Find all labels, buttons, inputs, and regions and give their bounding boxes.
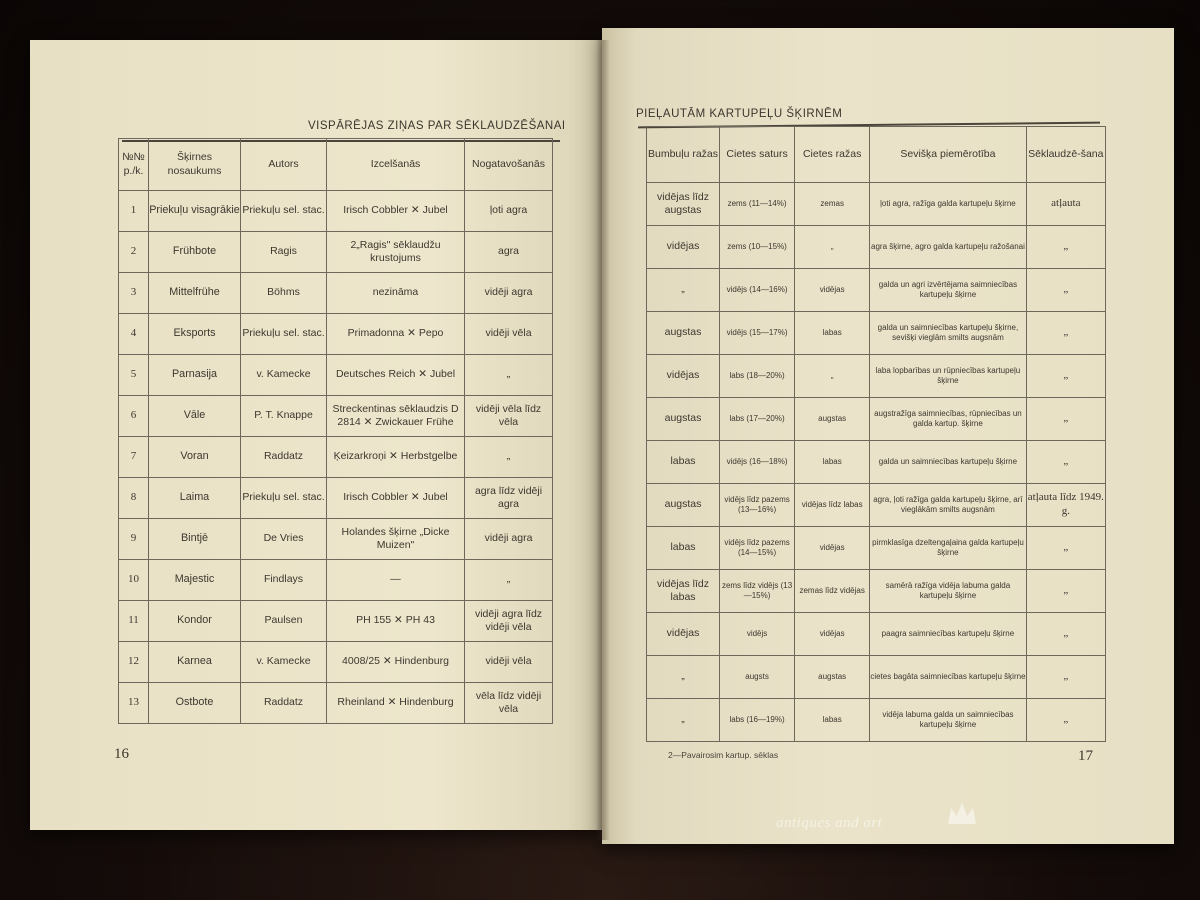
table-row [119, 601, 553, 642]
variety-name: Vāle [149, 396, 241, 437]
tuber-yield: „ [647, 656, 720, 699]
row-number: 6 [119, 396, 149, 437]
origin: PH 155 ✕ PH 43 [327, 601, 465, 642]
maturity: „ [465, 437, 553, 478]
table-row [647, 183, 1106, 226]
origin: Primadonna ✕ Pepo [327, 314, 465, 355]
author: v. Kamecke [241, 642, 327, 683]
table-row [647, 398, 1106, 441]
origin: Irisch Cobbler ✕ Jubel [327, 191, 465, 232]
maturity: agra līdz vidēji agra [465, 478, 553, 519]
table-row [119, 683, 553, 724]
seed-growing: „ [1026, 656, 1105, 699]
tuber-yield: vidējas [647, 613, 720, 656]
suitability: paagra saimniecības kartupeļu šķirne [870, 613, 1026, 656]
col-tuber-yield-header: Bumbuļu ražas [647, 127, 720, 183]
starch-yield: „ [795, 226, 870, 269]
col-origin-header: Izcelšanās [327, 139, 465, 191]
author: De Vries [241, 519, 327, 560]
col-suitability-header: Sevišķa piemērotība [870, 127, 1026, 183]
col-starch-content-header: Cietes saturs [720, 127, 795, 183]
table-row [119, 560, 553, 601]
seed-growing: atļauta [1026, 183, 1105, 226]
starch-yield: labas [795, 312, 870, 355]
maturity: agra [465, 232, 553, 273]
author: Raddatz [241, 683, 327, 724]
starch-yield: vidējas [795, 527, 870, 570]
variety-name: Ostbote [149, 683, 241, 724]
left-running-head: VISPĀRĒJAS ZIŅAS PAR SĒKLAUDZĒŠANAI [308, 120, 566, 132]
starch-content: vidējs līdz pazems (13—16%) [720, 484, 795, 527]
table-row [119, 642, 553, 683]
table-row [647, 570, 1106, 613]
starch-content: vidējs (16—18%) [720, 441, 795, 484]
table-row [119, 478, 553, 519]
suitability: galda un agri izvērtējama saimniecības kartupeļu šķirne [870, 269, 1026, 312]
author: Priekuļu sel. stac. [241, 191, 327, 232]
variety-name: Frühbote [149, 232, 241, 273]
starch-content: labs (18—20%) [720, 355, 795, 398]
starch-content: vidējs [720, 613, 795, 656]
suitability-table [646, 126, 1106, 742]
tuber-yield: vidējas līdz labas [647, 570, 720, 613]
starch-content: labs (17—20%) [720, 398, 795, 441]
suitability: laba lopbarības un rūpniecības kartupeļu šķirne [870, 355, 1026, 398]
table-row [647, 613, 1106, 656]
origin: 4008/25 ✕ Hindenburg [327, 642, 465, 683]
maturity: „ [465, 355, 553, 396]
tuber-yield: „ [647, 699, 720, 742]
suitability-table-header [647, 127, 1106, 183]
tuber-yield: augstas [647, 484, 720, 527]
row-number: 11 [119, 601, 149, 642]
signature-footnote: 2—Pavairosim kartup. sēklas [668, 750, 779, 760]
table-row [119, 519, 553, 560]
author: Raddatz [241, 437, 327, 478]
origin: Rheinland ✕ Hindenburg [327, 683, 465, 724]
variety-name: Priekuļu visagrākie [149, 191, 241, 232]
left-page [30, 40, 602, 830]
seed-growing: „ [1026, 312, 1105, 355]
origin: Streckentinas sēklaudzis D 2814 ✕ Zwickauer Frühe [327, 396, 465, 437]
table-row [647, 226, 1106, 269]
col-starch-yield-header: Cietes ražas [795, 127, 870, 183]
starch-yield: labas [795, 699, 870, 742]
variety-table-header [119, 139, 553, 191]
maturity: vidēji vēla līdz vēla [465, 396, 553, 437]
tuber-yield: augstas [647, 398, 720, 441]
suitability: agra, ļoti ražīga galda kartupeļu šķirne, arī vieglākām smilts augsnām [870, 484, 1026, 527]
author: Ragis [241, 232, 327, 273]
right-page-number: 17 [1078, 748, 1093, 764]
col-maturity-header: Nogatavošanās [465, 139, 553, 191]
suitability: ļoti agra, ražīga galda kartupeļu šķirne [870, 183, 1026, 226]
suitability: pirmklasīga dzeltengaļaina galda kartupeļu šķirne [870, 527, 1026, 570]
row-number: 13 [119, 683, 149, 724]
variety-name: Karnea [149, 642, 241, 683]
table-row [119, 437, 553, 478]
table-row [119, 191, 553, 232]
row-number: 7 [119, 437, 149, 478]
starch-content: zems līdz vidējs (13—15%) [720, 570, 795, 613]
row-number: 1 [119, 191, 149, 232]
maturity: vidēji vēla [465, 314, 553, 355]
variety-name: Majestic [149, 560, 241, 601]
seed-growing: „ [1026, 226, 1105, 269]
row-number: 3 [119, 273, 149, 314]
variety-name: Bintjē [149, 519, 241, 560]
seed-growing: „ [1026, 527, 1105, 570]
suitability: agra šķirne, agro galda kartupeļu ražošanai [870, 226, 1026, 269]
starch-yield: labas [795, 441, 870, 484]
starch-content: augsts [720, 656, 795, 699]
col-number-header: №№ p./k. [119, 139, 149, 191]
seed-growing: „ [1026, 570, 1105, 613]
tuber-yield: „ [647, 269, 720, 312]
starch-content: vidējs (15—17%) [720, 312, 795, 355]
maturity: vidēji agra [465, 519, 553, 560]
seed-growing: „ [1026, 613, 1105, 656]
author: v. Kamecke [241, 355, 327, 396]
table-row [647, 312, 1106, 355]
origin: Deutsches Reich ✕ Jubel [327, 355, 465, 396]
seed-growing: „ [1026, 398, 1105, 441]
author: Priekuļu sel. stac. [241, 478, 327, 519]
variety-name: Parnasija [149, 355, 241, 396]
row-number: 4 [119, 314, 149, 355]
starch-content: vidējs līdz pazems (14—15%) [720, 527, 795, 570]
table-row [647, 699, 1106, 742]
seed-growing: „ [1026, 441, 1105, 484]
table-row [119, 273, 553, 314]
seed-growing: „ [1026, 699, 1105, 742]
table-row [647, 355, 1106, 398]
suitability: samērā ražīga vidēja labuma galda kartupeļu šķirne [870, 570, 1026, 613]
starch-yield: augstas [795, 398, 870, 441]
seed-growing: „ [1026, 269, 1105, 312]
tuber-yield: vidējas [647, 355, 720, 398]
starch-yield: vidējas [795, 613, 870, 656]
left-page-number: 16 [114, 746, 129, 762]
right-running-head: PIEĻAUTĀM KARTUPEĻU ŠĶIRNĒM [636, 108, 843, 120]
table-row [647, 269, 1106, 312]
maturity: „ [465, 560, 553, 601]
suitability: vidēja labuma galda un saimniecības kartupeļu šķirne [870, 699, 1026, 742]
origin: nezināma [327, 273, 465, 314]
row-number: 10 [119, 560, 149, 601]
origin: Ķeizarkroņi ✕ Herbstgelbe [327, 437, 465, 478]
seed-growing: „ [1026, 355, 1105, 398]
author: Böhms [241, 273, 327, 314]
suitability: galda un saimniecības kartupeļu šķirne, sevišķi vieglām smilts augsnām [870, 312, 1026, 355]
table-row [119, 396, 553, 437]
variety-name: Kondor [149, 601, 241, 642]
starch-yield: vidējas līdz labas [795, 484, 870, 527]
table-row [119, 232, 553, 273]
maturity: vidēji agra līdz vidēji vēla [465, 601, 553, 642]
col-seed-growing-header: Sēklaudzē-šana [1026, 127, 1105, 183]
seed-growing: atļauta līdz 1949. g. [1026, 484, 1105, 527]
maturity: vēla līdz vidēji vēla [465, 683, 553, 724]
col-variety-header: Šķirnes nosaukums [149, 139, 241, 191]
starch-yield: augstas [795, 656, 870, 699]
book-gutter [596, 40, 610, 840]
suitability: augstražīga saimniecības, rūpniecības un galda kartup. šķirne [870, 398, 1026, 441]
tuber-yield: vidējas [647, 226, 720, 269]
variety-name: Voran [149, 437, 241, 478]
row-number: 9 [119, 519, 149, 560]
table-row [119, 355, 553, 396]
row-number: 5 [119, 355, 149, 396]
starch-yield: vidējas [795, 269, 870, 312]
crown-icon [945, 798, 979, 832]
row-number: 2 [119, 232, 149, 273]
tuber-yield: vidējas līdz augstas [647, 183, 720, 226]
tuber-yield: labas [647, 441, 720, 484]
right-page [602, 28, 1174, 844]
col-author-header: Autors [241, 139, 327, 191]
author: P. T. Knappe [241, 396, 327, 437]
variety-name: Eksports [149, 314, 241, 355]
starch-content: zems (10—15%) [720, 226, 795, 269]
starch-yield: „ [795, 355, 870, 398]
starch-content: vidējs (14—16%) [720, 269, 795, 312]
table-row [647, 441, 1106, 484]
suitability: galda un saimniecības kartupeļu šķirne [870, 441, 1026, 484]
variety-name: Mittelfrühe [149, 273, 241, 314]
variety-table [118, 138, 553, 724]
origin: — [327, 560, 465, 601]
origin: Holandes šķirne „Dicke Muizen" [327, 519, 465, 560]
watermark-text: antiques and art [776, 815, 883, 831]
table-row [647, 484, 1106, 527]
starch-yield: zemas [795, 183, 870, 226]
maturity: ļoti agra [465, 191, 553, 232]
tuber-yield: labas [647, 527, 720, 570]
table-row [647, 656, 1106, 699]
suitability: cietes bagāta saimniecības kartupeļu šķirne [870, 656, 1026, 699]
tuber-yield: augstas [647, 312, 720, 355]
variety-name: Laima [149, 478, 241, 519]
maturity: vidēji vēla [465, 642, 553, 683]
author: Paulsen [241, 601, 327, 642]
maturity: vidēji agra [465, 273, 553, 314]
starch-content: zems (11—14%) [720, 183, 795, 226]
row-number: 8 [119, 478, 149, 519]
origin: 2„Ragis" sēklaudžu krustojums [327, 232, 465, 273]
table-row [119, 314, 553, 355]
origin: Irisch Cobbler ✕ Jubel [327, 478, 465, 519]
author: Findlays [241, 560, 327, 601]
table-row [647, 527, 1106, 570]
row-number: 12 [119, 642, 149, 683]
author: Priekuļu sel. stac. [241, 314, 327, 355]
starch-yield: zemas līdz vidējas [795, 570, 870, 613]
starch-content: labs (16—19%) [720, 699, 795, 742]
